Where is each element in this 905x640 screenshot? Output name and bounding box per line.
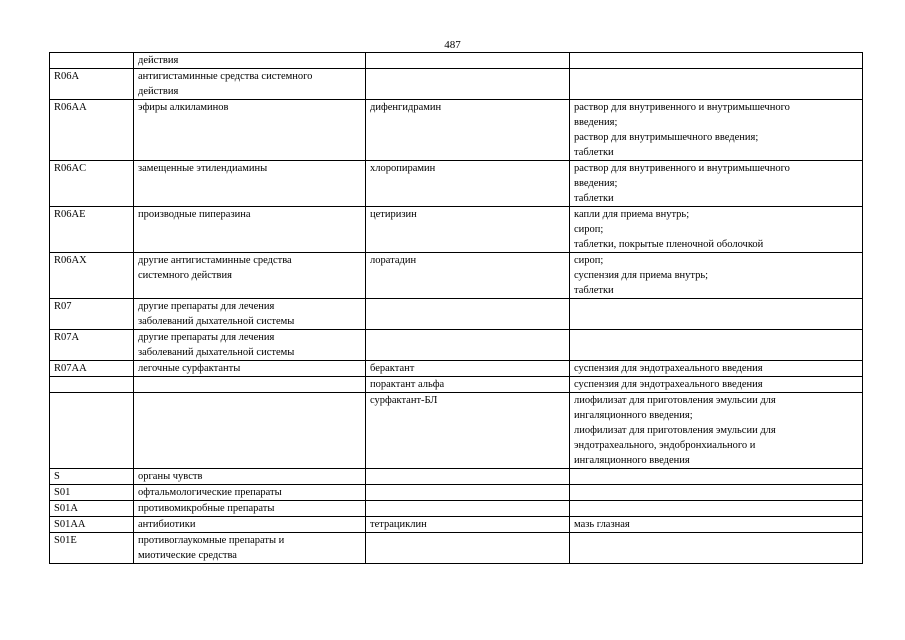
atc-code-text: R06AX — [54, 255, 87, 266]
atc-code-cell — [50, 253, 134, 299]
table-row — [50, 393, 863, 469]
dosage-forms-line: введения; — [574, 178, 618, 189]
table-row — [50, 517, 863, 533]
dosage-forms-cell — [570, 469, 863, 485]
atc-code-text: S01AA — [54, 519, 86, 530]
group-name-cell — [134, 377, 366, 393]
dosage-forms-cell — [570, 69, 863, 100]
drug-name-cell — [366, 53, 570, 69]
drug-name-cell — [366, 469, 570, 485]
dosage-forms-cell — [570, 100, 863, 161]
group-name-cell — [134, 100, 366, 161]
atc-code-cell — [50, 207, 134, 253]
dosage-forms-cell — [570, 501, 863, 517]
drug-name-text: берактант — [370, 363, 415, 374]
atc-code-text: R06A — [54, 71, 80, 82]
group-name-line: другие препараты для лечения — [138, 301, 275, 312]
dosage-forms-cell — [570, 299, 863, 330]
dosage-forms-line: сироп; — [574, 255, 604, 266]
group-name-line: противомикробные препараты — [138, 503, 275, 514]
group-name-line: производные пиперазина — [138, 209, 251, 220]
table-row — [50, 69, 863, 100]
table-row — [50, 161, 863, 207]
page-number: 487 — [444, 39, 461, 51]
dosage-forms-cell — [570, 377, 863, 393]
group-name-line: легочные сурфактанты — [138, 363, 241, 374]
atc-code-text: R06AC — [54, 163, 87, 174]
atc-code-cell — [50, 53, 134, 69]
atc-code-cell — [50, 361, 134, 377]
table-row — [50, 53, 863, 69]
drug-name-cell — [366, 253, 570, 299]
group-name-line: другие антигистаминные средства — [138, 255, 292, 266]
dosage-forms-line: раствор для внутривенного и внутримышечного — [574, 163, 790, 174]
dosage-forms-cell — [570, 533, 863, 564]
group-name-cell — [134, 207, 366, 253]
group-name-line: антигистаминные средства системного — [138, 71, 313, 82]
drug-name-text: порактант альфа — [370, 379, 445, 390]
group-name-cell — [134, 299, 366, 330]
drug-table — [49, 52, 863, 564]
dosage-forms-line: ингаляционного введения; — [574, 410, 693, 421]
group-name-line: системного действия — [138, 270, 232, 281]
drug-name-cell — [366, 330, 570, 361]
atc-code-cell — [50, 100, 134, 161]
atc-code-text: R07 — [54, 301, 72, 312]
atc-code-cell — [50, 161, 134, 207]
group-name-cell — [134, 469, 366, 485]
dosage-forms-line: таблетки — [574, 285, 614, 296]
table-row — [50, 330, 863, 361]
atc-code-cell — [50, 299, 134, 330]
table-row — [50, 299, 863, 330]
dosage-forms-line: суспензия для эндотрахеального введения — [574, 379, 763, 390]
dosage-forms-line: лиофилизат для приготовления эмульсии для — [574, 395, 776, 406]
group-name-line: миотические средства — [138, 550, 237, 561]
drug-name-text: лоратадин — [370, 255, 417, 266]
dosage-forms-line: сироп; — [574, 224, 604, 235]
atc-code-cell — [50, 377, 134, 393]
table-row — [50, 100, 863, 161]
group-name-cell — [134, 53, 366, 69]
dosage-forms-cell — [570, 207, 863, 253]
atc-code-cell — [50, 517, 134, 533]
group-name-line: заболеваний дыхательной системы — [138, 316, 295, 327]
dosage-forms-line: ингаляционного введения — [574, 455, 690, 466]
dosage-forms-line: суспензия для приема внутрь; — [574, 270, 709, 281]
atc-code-text: S01E — [54, 535, 77, 546]
dosage-forms-line: раствор для внутримышечного введения; — [574, 132, 759, 143]
group-name-cell — [134, 330, 366, 361]
dosage-forms-cell — [570, 253, 863, 299]
drug-name-text: тетрациклин — [370, 519, 427, 530]
drug-name-cell — [366, 393, 570, 469]
group-name-cell — [134, 393, 366, 469]
dosage-forms-line: раствор для внутривенного и внутримышечного — [574, 102, 790, 113]
table-row — [50, 207, 863, 253]
atc-code-cell — [50, 393, 134, 469]
group-name-line: замещенные этилендиамины — [138, 163, 268, 174]
group-name-cell — [134, 361, 366, 377]
atc-code-text: R07A — [54, 332, 80, 343]
atc-code-text: S01 — [54, 487, 71, 498]
atc-code-text: R06AA — [54, 102, 87, 113]
drug-name-text: сурфактант-БЛ — [370, 395, 438, 406]
dosage-forms-line: введения; — [574, 117, 618, 128]
group-name-cell — [134, 253, 366, 299]
dosage-forms-cell — [570, 53, 863, 69]
atc-code-cell — [50, 485, 134, 501]
dosage-forms-line: мазь глазная — [574, 519, 630, 530]
atc-code-cell — [50, 469, 134, 485]
group-name-cell — [134, 517, 366, 533]
drug-name-cell — [366, 207, 570, 253]
atc-code-cell — [50, 330, 134, 361]
drug-name-text: цетиризин — [370, 209, 417, 220]
dosage-forms-line: капли для приема внутрь; — [574, 209, 690, 220]
drug-name-cell — [366, 299, 570, 330]
atc-code-text: R07AA — [54, 363, 87, 374]
group-name-line: противоглаукомные препараты и — [138, 535, 285, 546]
dosage-forms-line: таблетки — [574, 147, 614, 158]
group-name-line: органы чувств — [138, 471, 203, 482]
atc-code-cell — [50, 501, 134, 517]
atc-code-cell — [50, 69, 134, 100]
atc-code-text: S — [54, 471, 60, 482]
drug-name-text: дифенгидрамин — [370, 102, 442, 113]
dosage-forms-cell — [570, 485, 863, 501]
dosage-forms-cell — [570, 517, 863, 533]
dosage-forms-line: таблетки, покрытые пленочной оболочкой — [574, 239, 764, 250]
group-name-line: эфиры алкиламинов — [138, 102, 229, 113]
table-row — [50, 501, 863, 517]
drug-name-cell — [366, 161, 570, 207]
dosage-forms-line: эндотрахеального, эндобронхиального и — [574, 440, 756, 451]
dosage-forms-line: таблетки — [574, 193, 614, 204]
group-name-cell — [134, 501, 366, 517]
group-name-line: действия — [138, 55, 179, 66]
dosage-forms-line: суспензия для эндотрахеального введения — [574, 363, 763, 374]
atc-code-cell — [50, 533, 134, 564]
group-name-line: антибиотики — [138, 519, 196, 530]
dosage-forms-cell — [570, 361, 863, 377]
drug-name-cell — [366, 533, 570, 564]
table-row — [50, 361, 863, 377]
drug-name-cell — [366, 69, 570, 100]
group-name-line: действия — [138, 86, 179, 97]
drug-name-cell — [366, 501, 570, 517]
drug-name-cell — [366, 100, 570, 161]
table-row — [50, 469, 863, 485]
drug-name-text: хлоропирамин — [370, 163, 436, 174]
group-name-line: другие препараты для лечения — [138, 332, 275, 343]
drug-name-cell — [366, 517, 570, 533]
group-name-cell — [134, 533, 366, 564]
table-row — [50, 485, 863, 501]
table-row — [50, 253, 863, 299]
drug-name-cell — [366, 361, 570, 377]
atc-code-text: S01A — [54, 503, 78, 514]
group-name-cell — [134, 161, 366, 207]
dosage-forms-cell — [570, 330, 863, 361]
drug-name-cell — [366, 377, 570, 393]
dosage-forms-line: лиофилизат для приготовления эмульсии для — [574, 425, 776, 436]
group-name-line: заболеваний дыхательной системы — [138, 347, 295, 358]
group-name-cell — [134, 69, 366, 100]
atc-code-text: R06AE — [54, 209, 86, 220]
dosage-forms-cell — [570, 161, 863, 207]
table-row — [50, 377, 863, 393]
group-name-line: офтальмологические препараты — [138, 487, 282, 498]
group-name-cell — [134, 485, 366, 501]
table-row — [50, 533, 863, 564]
drug-name-cell — [366, 485, 570, 501]
dosage-forms-cell — [570, 393, 863, 469]
